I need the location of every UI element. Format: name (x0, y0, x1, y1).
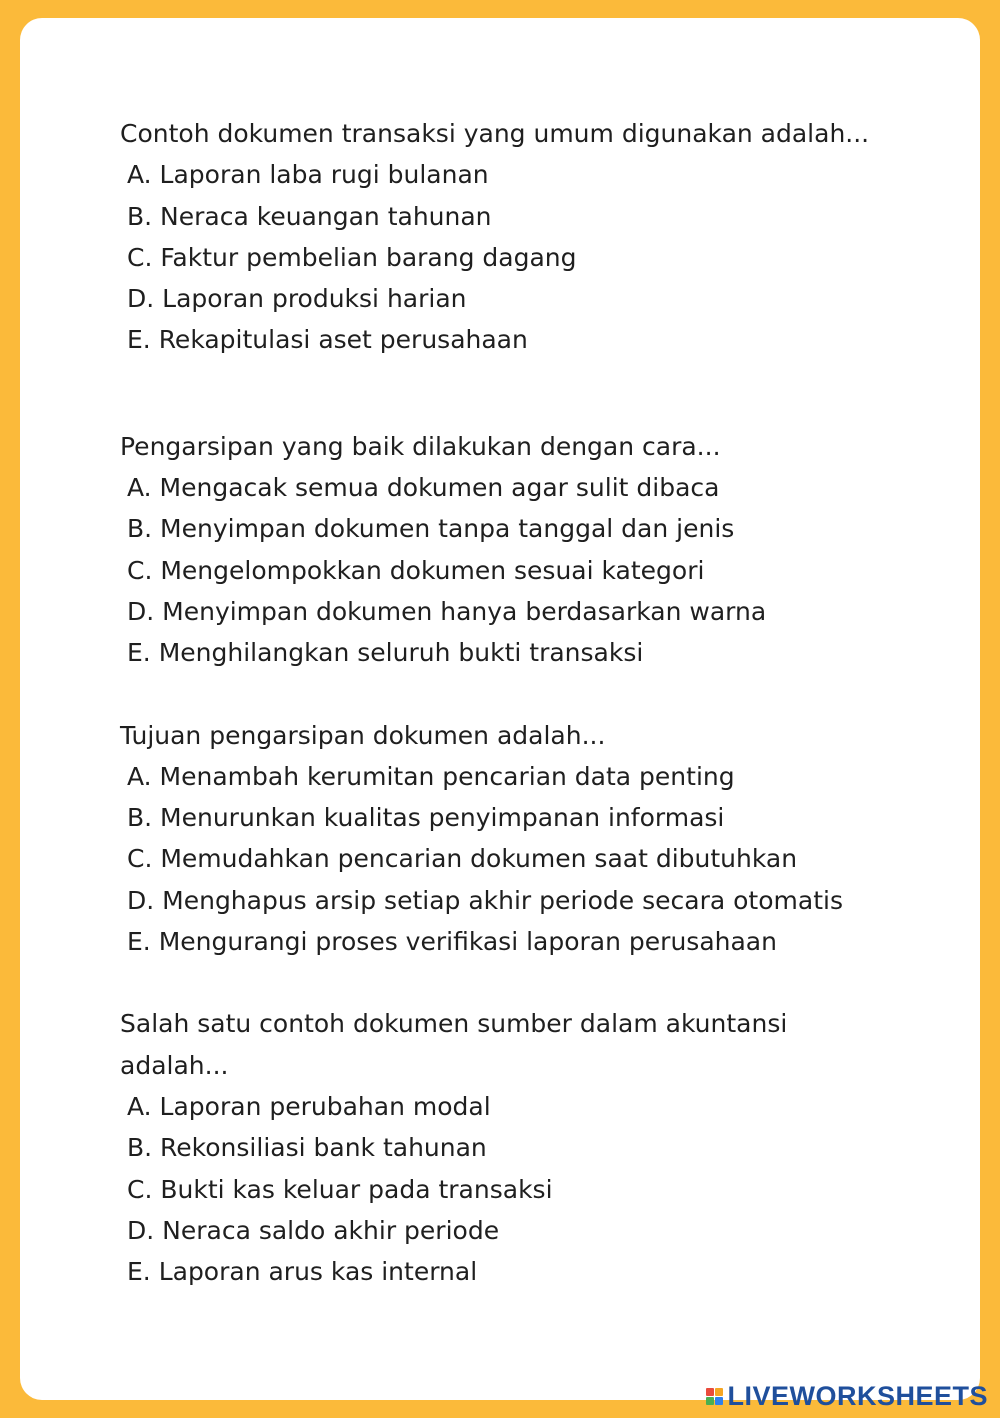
option-list (120, 154, 920, 360)
option-d[interactable]: D. Neraca saldo akhir periode (127, 1215, 500, 1245)
option-b[interactable]: B. Menurunkan kualitas penyimpanan informasi (127, 803, 725, 833)
spacer (120, 962, 920, 1003)
option-c[interactable]: C. Bukti kas keluar pada transaksi (127, 1174, 553, 1204)
option-b[interactable]: B. Rekonsiliasi bank tahunan (127, 1133, 487, 1163)
option-a[interactable]: A. Laporan perubahan modal (127, 1091, 491, 1121)
question-4 (120, 1003, 920, 1292)
logo-square-green (706, 1397, 714, 1405)
option-list (120, 756, 920, 962)
option-b[interactable]: B. Neraca keuangan tahunan (127, 201, 492, 231)
option-e[interactable]: E. Laporan arus kas internal (127, 1257, 478, 1287)
option-e[interactable]: E. Mengurangi proses verifikasi laporan perusahaan (127, 927, 777, 957)
option-list (120, 1086, 920, 1292)
liveworksheets-grid-icon (706, 1388, 723, 1405)
worksheet-page (20, 18, 980, 1400)
option-e[interactable]: E. Menghilangkan seluruh bukti transaksi (127, 638, 644, 668)
option-a[interactable]: A. Laporan laba rugi bulanan (127, 160, 489, 190)
option-d[interactable]: D. Menyimpan dokumen hanya berdasarkan warna (127, 596, 767, 626)
option-c[interactable]: C. Faktur pembelian barang dagang (127, 242, 577, 272)
option-e[interactable]: E. Rekapitulasi aset perusahaan (127, 325, 528, 355)
question-3 (120, 715, 920, 963)
option-a[interactable]: A. Menambah kerumitan pencarian data penting (127, 761, 735, 791)
option-c[interactable]: C. Memudahkan pencarian dokumen saat dibutuhkan (127, 844, 798, 874)
logo-square-red (706, 1388, 714, 1396)
question-text: Contoh dokumen transaksi yang umum digunakan adalah... (120, 119, 870, 148)
logo-square-orange (715, 1388, 723, 1396)
spacer (120, 361, 920, 426)
question-text: Pengarsipan yang baik dilakukan dengan cara... (120, 431, 721, 461)
spacer (120, 674, 920, 715)
option-b[interactable]: B. Menyimpan dokumen tanpa tanggal dan jenis (127, 514, 735, 544)
option-list (120, 467, 920, 673)
question-text: Tujuan pengarsipan dokumen adalah... (120, 720, 606, 750)
option-a[interactable]: A. Mengacak semua dokumen agar sulit dibaca (127, 473, 720, 503)
option-d[interactable]: D. Laporan produksi harian (127, 284, 467, 314)
question-1 (120, 113, 920, 361)
question-text: Salah satu contoh dokumen sumber dalam akuntansi adalah... (120, 1009, 788, 1080)
logo-square-blue (715, 1397, 723, 1405)
question-list (120, 113, 920, 1292)
option-d[interactable]: D. Menghapus arsip setiap akhir periode secara otomatis (127, 885, 843, 915)
logo-text: LIVEWORKSHEETS (727, 1381, 988, 1411)
liveworksheets-logo[interactable] (706, 1383, 988, 1410)
question-2 (120, 426, 920, 674)
option-c[interactable]: C. Mengelompokkan dokumen sesuai kategori (127, 555, 705, 585)
